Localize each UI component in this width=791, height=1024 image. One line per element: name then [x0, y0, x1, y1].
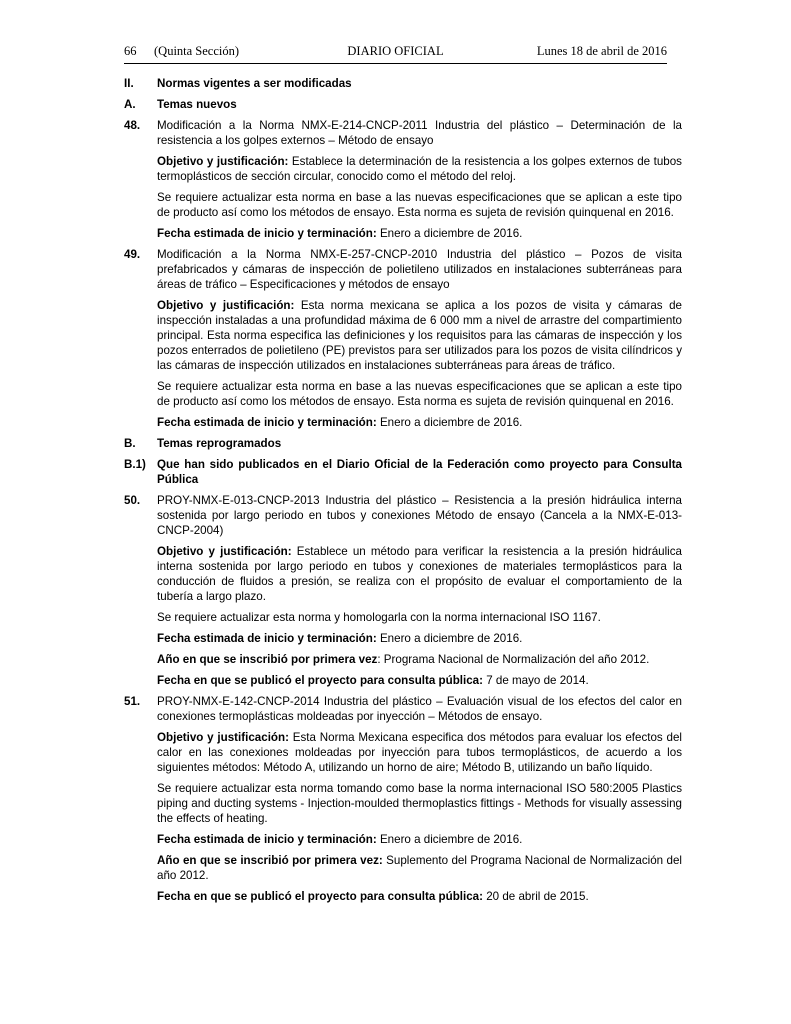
item-49-objetivo: Objetivo y justificación: Esta norma mexicana se aplica a los pozos de visita y cámaras de inspección instaladas a una profundidad máxima de 6 000 mm a nivel de arrastre del compartimiento principal. Esta norma especifica las definiciones y los requisitos para las cámaras de inspección y los pozos enterrados de polietileno (PE) previstos para ser utilizados para los pozos de visita cilíndricos y las cámaras de inspección utilizados en instalaciones subterráneas para áreas de tráfico. — [157, 299, 682, 372]
item-51-objetivo: Objetivo y justificación: Esta Norma Mexicana especifica dos métodos para evaluar los efectos del calor en las conexiones moldeadas por inyección para tubos termoplásticos, de acuerdo a los siguientes métodos: Método A, utilizando un horno de aire; Método B, utilizando un baño líquido. — [157, 731, 683, 774]
page-header — [124, 44, 667, 60]
item-51-publico: Fecha en que se publicó el proyecto para consulta pública: 20 de abril de 2015. — [157, 890, 589, 903]
item-51-requiere: Se requiere actualizar esta norma tomando como base la norma internacional ISO 580:2005 Plastics piping and ducting systems - Injection-moulded thermoplastics fittings - Methods for visually assessing the effects of heating. — [157, 782, 682, 825]
page-number: 66 — [124, 44, 137, 58]
item-49-requiere: Se requiere actualizar esta norma en base a las nuevas especificaciones que se aplican a este tipo de producto así como los métodos de ensayo. Esta norma es sujeta de revisión quinquenal en 2016. — [157, 380, 682, 408]
section-heading-a: A. Temas nuevos — [124, 98, 237, 111]
publication-title: DIARIO OFICIAL — [347, 44, 444, 58]
item-51-title: 51. PROY-NMX-E-142-CNCP-2014 Industria del plástico – Evaluación visual de los efectos del calor en conexiones termoplásticas moldeadas por inyección – Métodos de ensayo. — [124, 695, 682, 723]
item-48-fecha: Fecha estimada de inicio y terminación: Enero a diciembre de 2016. — [157, 227, 523, 240]
item-48-objetivo: Objetivo y justificación: Establece la determinación de la resistencia a los golpes externos de tubos termoplásticos de sección circular, conocido como el método del reloj. — [157, 155, 682, 183]
section-name: (Quinta Sección) — [154, 44, 240, 58]
item-49-title: 49. Modificación a la Norma NMX-E-257-CNCP-2010 Industria del plástico – Pozos de visita prefabricados y cámaras de inspección de polietileno utilizados en instalaciones subterráneas para áreas de tráfico – Especificaciones y métodos de ensayo — [124, 248, 682, 291]
item-50-fecha: Fecha estimada de inicio y terminación: Enero a diciembre de 2016. — [157, 632, 523, 645]
item-51-fecha: Fecha estimada de inicio y terminación: Enero a diciembre de 2016. — [157, 833, 523, 846]
document-body — [124, 76, 682, 910]
item-50-publico: Fecha en que se publicó el proyecto para consulta pública: 7 de mayo de 2014. — [157, 674, 589, 687]
publication-date: Lunes 18 de abril de 2016 — [536, 44, 667, 58]
item-49-fecha: Fecha estimada de inicio y terminación: Enero a diciembre de 2016. — [157, 416, 523, 429]
item-48-requiere: Se requiere actualizar esta norma en base a las nuevas especificaciones que se aplican a este tipo de producto así como los métodos de ensayo. Esta norma es sujeta de revisión quinquenal en 2016. — [157, 191, 682, 219]
header-rule — [124, 63, 667, 64]
section-heading-ii: II. Normas vigentes a ser modificadas — [124, 77, 352, 90]
section-heading-b1: B.1) Que han sido publicados en el Diario Oficial de la Federación como proyecto para Consulta Pública — [124, 458, 682, 486]
item-50-objetivo: Objetivo y justificación: Establece un método para verificar la resistencia a la presión hidráulica interna sostenida por largo periodo en tubos y conexiones de materiales termoplásticos para la conducción de fluidos a presión, se realiza con el propósito de evaluar el comportamiento de la tubería a largo plazo. — [157, 545, 683, 603]
item-50-ano: Año en que se inscribió por primera vez: Programa Nacional de Normalización del año 2012. — [157, 653, 650, 666]
item-50-title: 50. PROY-NMX-E-013-CNCP-2013 Industria del plástico – Resistencia a la presión hidráulica interna sostenida por largo periodo en tubos y conexiones Método de ensayo (Cancela a la NMX-E-013-CNCP-2004) — [124, 494, 682, 537]
section-heading-b: B. Temas reprogramados — [124, 437, 282, 450]
item-50-requiere: Se requiere actualizar esta norma y homologarla con la norma internacional ISO 1167. — [157, 611, 601, 624]
item-51-ano: Año en que se inscribió por primera vez: Suplemento del Programa Nacional de Normalización del año 2012. — [157, 854, 682, 882]
item-48-title: 48. Modificación a la Norma NMX-E-214-CNCP-2011 Industria del plástico – Determinación de la resistencia a los golpes externos – Método de ensayo — [124, 119, 682, 147]
